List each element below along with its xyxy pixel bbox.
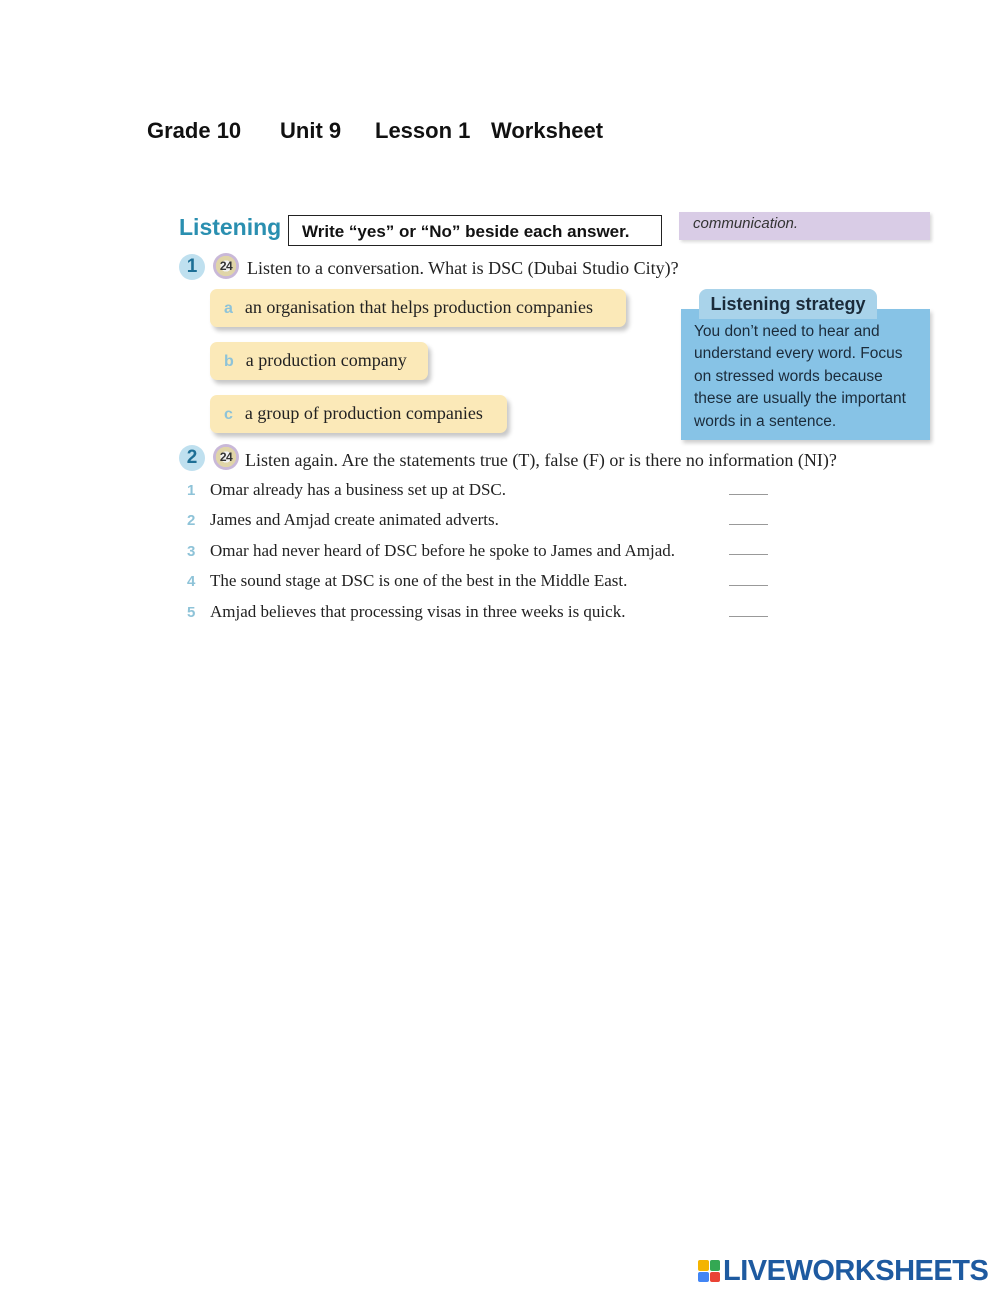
answer-blank-4[interactable] [729,585,768,586]
option-text: an organisation that helps production companies [244,297,593,317]
strategy-line: understand every word. Focus [694,345,903,363]
section-title: Listening [179,214,282,240]
audio-cd-icon[interactable]: 24 [213,444,239,470]
option-a[interactable] [210,289,626,327]
statement-number: 2 [187,512,196,529]
statement-text: James and Amjad create animated adverts. [210,510,499,529]
answer-blank-2[interactable] [729,524,768,525]
exercise-1-number: 1 [179,254,205,280]
answer-blank-3[interactable] [729,554,768,555]
lesson-label: Lesson 1 [375,118,471,143]
statement-text: Omar already has a business set up at DSC. [210,480,507,499]
statement-text: The sound stage at DSC is one of the best in the Middle East. [210,571,628,590]
instruction-box: Write “yes” or “No” beside each answer. [288,215,662,246]
statement-text: Omar had never heard of DSC before he spoke to James and Amjad. [210,541,676,560]
option-text: a group of production companies [244,403,483,423]
statement-1 [187,480,506,500]
answer-blank-5[interactable] [729,616,768,617]
strategy-line: words in a sentence. [694,412,837,430]
statement-number: 5 [187,604,196,621]
audio-cd-icon[interactable]: 24 [213,253,239,279]
strategy-box [681,309,930,440]
statement-number: 3 [187,543,196,560]
option-letter: b [224,353,234,370]
logo-tile [710,1272,721,1283]
answer-blank-1[interactable] [729,494,768,495]
exercise-2-question: Listen again. Are the statements true (T), false (F) or is there no information (NI)? [245,450,837,470]
statement-text: Amjad believes that processing visas in three weeks is quick. [210,602,626,621]
statement-4 [187,571,627,591]
strategy-line: You don’t need to hear and [694,323,880,340]
strategy-line: on stressed words because [694,367,883,385]
logo-tile [710,1260,721,1271]
logo-tile [698,1260,709,1271]
logo-text: LIVEWORKSHEETS [723,1254,989,1287]
statement-5 [187,602,625,622]
liveworksheets-grid-icon [698,1260,720,1282]
option-text: a production company [245,350,407,370]
liveworksheets-logo[interactable] [698,1254,988,1288]
worksheet-label: Worksheet [491,118,604,143]
option-letter: a [224,300,233,317]
grade-label: Grade 10 [147,118,242,143]
strategy-title: Listening strategy [699,289,877,319]
option-letter: c [224,406,233,423]
option-b[interactable] [210,342,428,380]
unit-label: Unit 9 [280,118,342,143]
statement-number: 1 [187,482,196,499]
statement-number: 4 [187,573,196,590]
strategy-line: these are usually the important [694,390,906,408]
statement-2 [187,510,499,530]
purple-note: communication. [679,212,930,240]
exercise-1-question: Listen to a conversation. What is DSC (Dubai Studio City)? [247,258,679,278]
logo-tile [698,1272,709,1283]
statement-3 [187,541,675,561]
option-c[interactable] [210,395,507,433]
exercise-2-number: 2 [179,445,205,471]
